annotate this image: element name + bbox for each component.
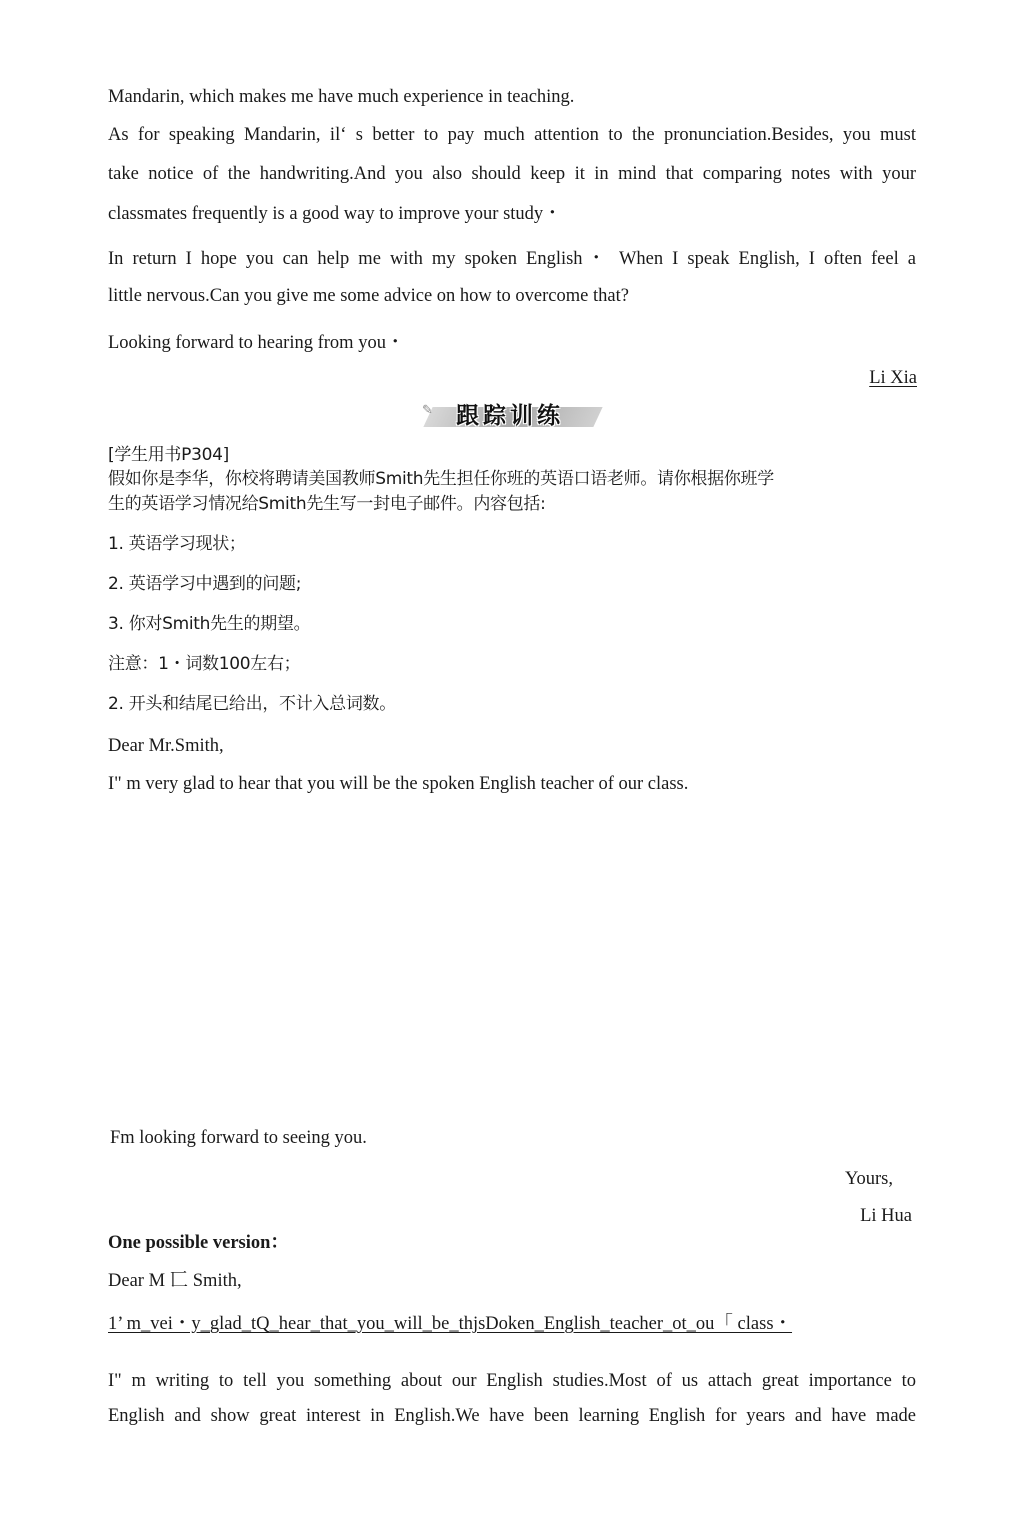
task-item-1: 1. 英语学习现状； bbox=[108, 534, 246, 554]
answer-first-sentence: 1’ m_vei・y_glad_tQ_hear_that_you_will_be_thjsDoken_English_teacher_ot_ou「 class・ bbox=[108, 1314, 793, 1334]
task-opening-sentence: I" m very glad to hear that you will be the spoken English teacher of our class. bbox=[108, 774, 689, 794]
letter-line-5: In return I hope you can help me with my spoken English・ When I speak English, I often feel a bbox=[108, 249, 916, 269]
letter-line-7: Looking forward to hearing from you・ bbox=[108, 333, 405, 353]
writing-area bbox=[108, 810, 916, 1120]
letter-signature: Li Xia bbox=[869, 368, 917, 388]
section-banner bbox=[422, 397, 602, 431]
letter-line-3: take notice of the handwriting.And you also should keep it in mind that comparing notes with your bbox=[108, 164, 916, 184]
task-item-2: 2. 英语学习中遇到的问题; bbox=[108, 574, 302, 594]
banner-title: 跟踪训练 bbox=[456, 403, 564, 429]
answer-paragraph-line-2: English and show great interest in English.We have been learning English for years and have made bbox=[108, 1406, 916, 1426]
task-item-3: 3. 你对Smith先生的期望。 bbox=[108, 614, 311, 634]
answer-greeting: Dear M 匸 Smith, bbox=[108, 1271, 242, 1291]
letter-line-2: As for speaking Mandarin, il‘ s better to pay much attention to the pronunciation.Besides, you must bbox=[108, 125, 916, 145]
task-reference: [学生用书P304] bbox=[108, 445, 229, 465]
task-yours: Yours, bbox=[845, 1169, 893, 1189]
task-name: Li Hua bbox=[860, 1206, 912, 1226]
task-note-1: 注意：1・词数100左右； bbox=[108, 654, 301, 674]
pencil-icon: ✎ bbox=[422, 403, 433, 418]
letter-line-1: Mandarin, which makes me have much experience in teaching. bbox=[108, 87, 575, 107]
letter-line-6: little nervous.Can you give me some advice on how to overcome that? bbox=[108, 286, 629, 306]
answer-heading: One possible version： bbox=[108, 1233, 289, 1253]
task-closing-sentence: Fm looking forward to seeing you. bbox=[110, 1128, 367, 1148]
task-note-2: 2. 开头和结尾已给出，不计入总词数。 bbox=[108, 694, 396, 714]
task-prompt-line-1: 假如你是李华，你校将聘请美国教师Smith先生担任你班的英语口语老师。请你根据你班学 bbox=[108, 469, 774, 489]
answer-paragraph-line-1: I" m writing to tell you something about our English studies.Most of us attach great importance to bbox=[108, 1371, 916, 1391]
task-prompt-line-2: 生的英语学习情况给Smith先生写一封电子邮件。内容包括: bbox=[108, 494, 546, 514]
task-greeting: Dear Mr.Smith, bbox=[108, 736, 224, 756]
letter-line-4: classmates frequently is a good way to improve your study・ bbox=[108, 204, 562, 224]
